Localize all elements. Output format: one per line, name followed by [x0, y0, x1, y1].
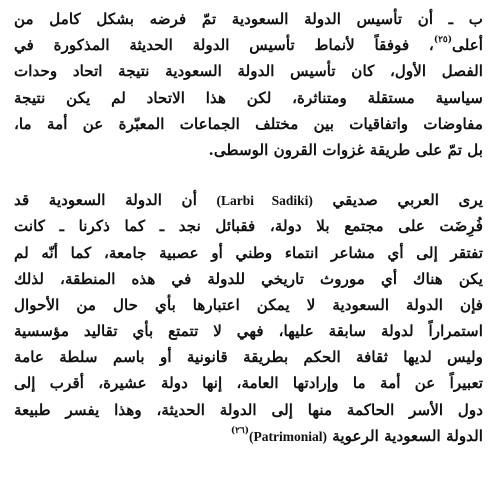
footnote-ref-25[interactable]: (٢٥) — [433, 35, 453, 46]
line-text: يكن هناك أي موروث تاريخي للدولة في هذه المنطقة، لذلك — [14, 269, 483, 288]
text-line — [14, 111, 483, 137]
line-text: فُرِضَت على مجتمع بلا دولة، فقبائل نجد ـ كما ذكرنا ـ كانت — [14, 217, 483, 236]
paragraph-gap — [14, 163, 483, 187]
line-text: دول الأسر الحاكمة منها إلى الدولة الحديثة، وهذا يفسر طبيعة — [14, 400, 484, 419]
text-line — [14, 266, 483, 292]
line-text: تعبيراً عن أمة ما وإرادتها العامة، إنها دولة عشيرة، أقرب إلى — [14, 374, 483, 393]
text-line — [14, 318, 483, 344]
line-text: فإن الدولة السعودية لا يمكن اعتبارها بأي حال من الأحوال — [14, 295, 483, 314]
text-line — [14, 292, 483, 318]
latin-name: (Larbi Sadiki) — [216, 193, 313, 209]
line-text: ب ـ أن تأسيس الدولة السعودية تمّ فرضه بشكل كامل من — [14, 10, 483, 28]
text-line — [14, 32, 483, 58]
text-line — [14, 6, 483, 32]
text-line — [14, 423, 483, 449]
text-line — [14, 213, 483, 239]
line-text: ، فوفقاً لأنماط تأسيس الدولة الحديثة المذكورة في — [14, 36, 434, 55]
paragraph-1 — [14, 6, 483, 163]
text-line — [14, 137, 483, 163]
text-line — [14, 58, 483, 84]
line-text: يرى العربي صديقي — [312, 191, 484, 210]
text-line — [14, 370, 483, 396]
line-text: تفتقر إلى أي مشاعر انتماء وطني أو عصبية جامعة، كما أنّه لم — [14, 243, 483, 262]
paragraph-2 — [14, 187, 483, 449]
line-text: أن الدولة السعودية قد — [14, 191, 217, 210]
line-text: وليس لديها ثقافة الحكم بطريقة قانونية أو باسم سلطة عامة — [14, 348, 483, 367]
line-text: استمراراً لدولة سابقة عليها، فهي لا تتمتع بأي تقاليد مؤسسية — [14, 322, 483, 341]
line-text: الفصل الأول، كان تأسيس الدولة السعودية نتيجة اتحاد وحدات — [14, 62, 483, 81]
line-text: بل تمّ على طريقة غزوات القرون الوسطى. — [208, 140, 483, 159]
line-text: سياسية مستقلة ومتناثرة، لكن هذا الاتحاد لم يكن نتيجة — [14, 88, 483, 107]
line-text: الدولة السعودية الرعوية — [327, 426, 483, 445]
latin-term: (Patrimonial) — [249, 428, 327, 444]
text-line — [14, 344, 483, 370]
text-line — [14, 240, 483, 266]
line-text: مفاوضات واتفاقيات بين مختلف الجماعات المعبّرة عن أمة ما، — [14, 114, 483, 133]
line-text: أعلى — [452, 36, 483, 55]
text-line — [14, 187, 483, 213]
footnote-ref-26[interactable]: (٢٦) — [230, 425, 250, 436]
text-line — [14, 397, 483, 423]
text-line — [14, 85, 483, 111]
